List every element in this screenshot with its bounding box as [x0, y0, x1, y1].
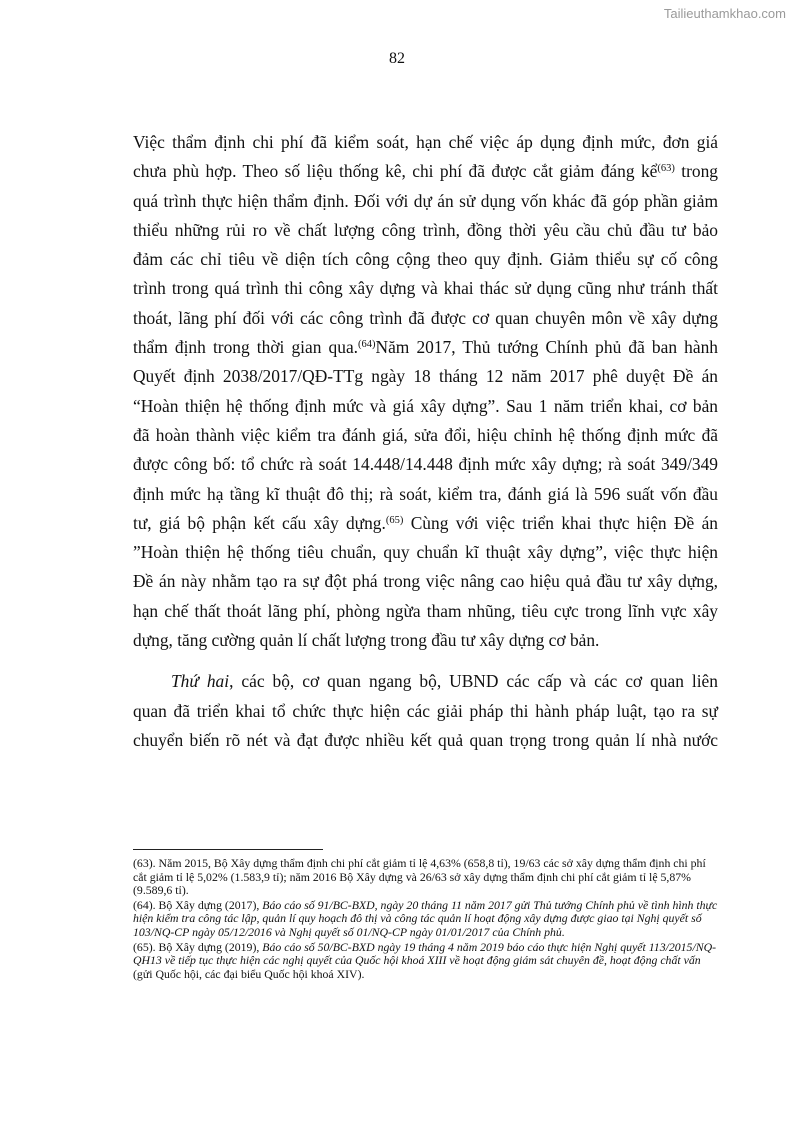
text-segment: , các bộ, cơ quan ngang bộ, UBND các cấp và các cơ quan liên — [229, 671, 718, 692]
text-line: ”Hoàn thiện hệ thống tiêu chuẩn, quy chuẩn kĩ thuật xây dựng”, việc thực hiện — [133, 542, 718, 563]
text-line: đã hoàn thành việc kiểm tra đánh giá, sửa đổi, hiệu chỉnh hệ thống định mức đã — [133, 424, 718, 445]
text-line — [133, 333, 718, 362]
footnote-text: Năm 2015, Bộ Xây dựng thẩm định chi phí cắt giảm tỉ lệ 4,63% (658,8 tỉ), 19/63 các sở xây dựng thẩm định chi phí cắt giảm tỉ lệ 5,02% (1.583,9 tỉ); năm 2016 Bộ Xây dựng và 26/63 sở xây dựng thẩm định chi phí cắt giảm tỉ lệ 5,87% (9.589,6 tỉ). — [133, 856, 706, 898]
footnote-citation: Báo cáo số 91/BC-BXD, ngày 20 tháng 11 năm 2017 gửi Thủ tướng Chính phủ về tình hình thực hiện kiểm tra công tác lập, quản lí quy hoạch đô thị và công tác quản lí hoạt động xây dựng được giao tại Nghị quyết số 103/NQ-CP ngày 05/12/2016 và Nghị quyết số 01/NQ-CP ngày 01/01/2017 của Chính phủ. — [133, 897, 718, 939]
footnote-text: Bộ Xây dựng (2019), — [155, 939, 263, 954]
text-line: thiểu những rủi ro về chất lượng công trình, đồng thời yêu cầu chủ đầu tư bảo — [133, 219, 718, 240]
text-line — [133, 509, 718, 538]
text-line: được công bố: tổ chức rà soát 14.448/14.448 định mức xây dựng; rà soát 349/349 — [133, 454, 718, 475]
text-line: Việc thẩm định chi phí đã kiểm soát, hạn chế việc áp dụng định mức, đơn giá — [133, 132, 718, 152]
text-line: quá trình thực hiện thẩm định. Đối với dự án sử dụng vốn khác đã góp phần giảm — [133, 190, 718, 211]
footnote-divider — [133, 849, 323, 850]
page-number: 82 — [389, 50, 405, 67]
text-line: định mức hạ tầng kĩ thuật đô thị; rà soát, kiểm tra, đánh giá là 596 suất vốn đầu — [133, 483, 718, 504]
text-segment: Cùng với việc triển khai thực hiện Đề án — [403, 512, 719, 533]
footnote-text: Bộ Xây dựng (2017), — [155, 897, 263, 912]
text-line: thoát, lãng phí đối với các công trình đã được cơ quan chuyên môn về xây dựng — [133, 307, 718, 328]
text-line: “Hoàn thiện hệ thống định mức và giá xây dựng”. Sau 1 năm triển khai, cơ bản — [133, 395, 718, 416]
text-line — [133, 667, 718, 696]
text-segment: thẩm định trong thời gian qua. — [133, 337, 359, 358]
footnote-tail: (gửi Quốc hội, các đại biểu Quốc hội khoá XIV). — [133, 966, 365, 981]
text-line: chuyển biến rõ nét và đạt được nhiều kết quả quan trọng trong quản lí nhà nước — [133, 729, 718, 750]
footnote-citation: Báo cáo số 50/BC-BXD ngày 19 tháng 4 năm 2019 báo cáo thực hiện Nghị quyết 113/2015/NQ-QH13 về tiếp tục thực hiện các nghị quyết của Quốc hội khoá XIII về hoạt động giám sát chuyên đề, hoạt động chất vấn — [133, 939, 717, 968]
footnote-64 — [133, 899, 718, 940]
text-line: trình trong quá trình thi công xây dựng và khai thác sử dụng cũng như tránh thất — [133, 278, 718, 299]
text-line: hạn chế thất thoát lãng phí, phòng ngừa tham nhũng, tiêu cực trong lĩnh vực xây — [133, 600, 718, 621]
text-segment: chưa phù hợp. Theo số liệu thống kê, chi phí đã được cắt giảm đáng kể — [133, 161, 658, 182]
body-text — [133, 128, 718, 755]
footnote-label: (64). — [133, 897, 156, 912]
footnote-ref-65[interactable]: (65) — [385, 514, 404, 526]
footnotes — [133, 857, 718, 982]
footnote-ref-63[interactable]: (63) — [657, 163, 675, 175]
text-line: quan đã triển khai tổ chức thực hiện các giải pháp thi hành pháp luật, tạo ra sự — [133, 700, 718, 721]
watermark: Tailieuthamkhao.com — [663, 6, 786, 21]
text-segment: trong — [674, 161, 719, 182]
paragraph-2 — [133, 667, 718, 755]
text-line: dựng, tăng cường quản lí chất lượng trong đầu tư xây dựng cơ bản. — [133, 630, 600, 651]
footnote-label: (65). — [133, 939, 156, 954]
paragraph-1 — [133, 128, 718, 655]
footnote-63 — [133, 857, 718, 898]
text-segment: tư, giá bộ phận kết cấu xây dựng. — [133, 512, 386, 533]
text-segment: Năm 2017, Thủ tướng Chính phủ đã ban hành — [375, 337, 718, 358]
footnote-65 — [133, 941, 718, 982]
text-line: đảm các chỉ tiêu về diện tích công cộng theo quy định. Giảm thiểu sự cố công — [133, 249, 718, 270]
paragraph-lead: Thứ hai — [171, 671, 230, 692]
text-line — [133, 157, 718, 186]
footnote-label: (63). — [133, 856, 156, 870]
text-line: Quyết định 2038/2017/QĐ-TTg ngày 18 tháng 12 năm 2017 phê duyệt Đề án — [133, 366, 718, 387]
text-line: Đề án này nhằm tạo ra sự đột phá trong việc nâng cao hiệu quả đầu tư xây dựng, — [133, 571, 718, 592]
footnote-ref-64[interactable]: (64) — [358, 339, 376, 351]
